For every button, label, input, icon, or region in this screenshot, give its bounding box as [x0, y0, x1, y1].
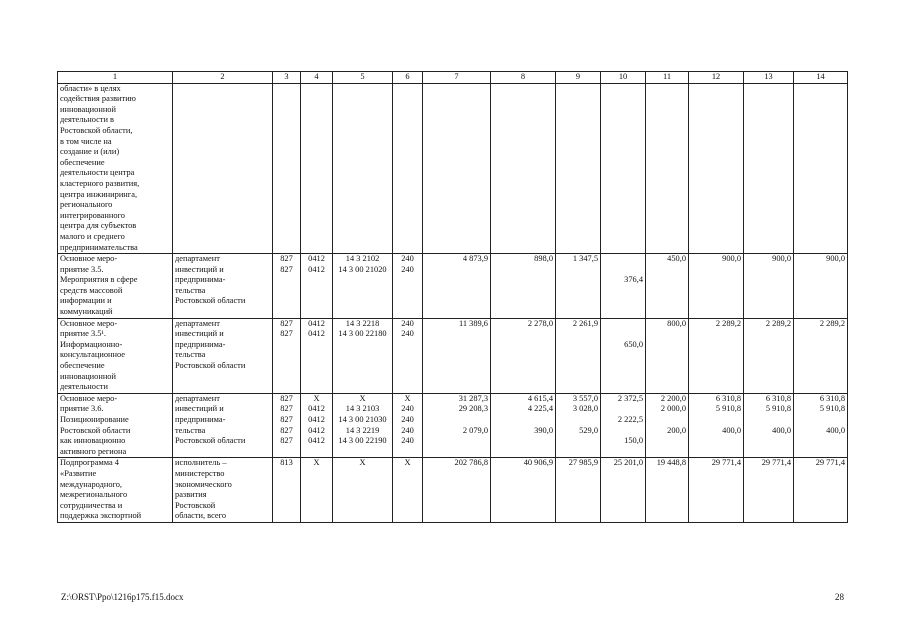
- cell-line: приятие 3.6.: [60, 404, 104, 414]
- cell-line: 800,0: [667, 318, 686, 328]
- cell-line: [603, 265, 643, 276]
- cell-year-7: [794, 318, 848, 393]
- cell-line: малого и среднего: [60, 231, 125, 241]
- cell-year-5: [689, 83, 744, 254]
- cell-line: 2 289,2: [715, 318, 741, 328]
- cell-line: инновационной: [60, 104, 116, 114]
- cell-line: области, всего: [175, 511, 227, 521]
- cell-executor: [173, 83, 273, 254]
- cell-line: тельства: [175, 285, 206, 295]
- cell-line: 14 3 2218: [345, 318, 380, 328]
- cell-line: тельства: [175, 425, 206, 435]
- cell-line: в том числе на: [60, 136, 112, 146]
- cell-line: области» в целях: [60, 83, 121, 93]
- cell-rzpr-code: [301, 393, 333, 458]
- cell-grbs-code: [273, 318, 301, 393]
- col-header-6: 6: [393, 72, 423, 84]
- cell-rzpr-code: [301, 83, 333, 254]
- header-row: [58, 72, 848, 84]
- cell-line: инвестиций и: [175, 264, 224, 274]
- cell-line: 900,0: [772, 254, 791, 264]
- cell-line: центра для субъектов: [60, 221, 137, 231]
- cell-executor: [173, 318, 273, 393]
- cell-line: 5 910,8: [715, 404, 741, 414]
- cell-line: 827: [280, 264, 293, 274]
- cell-line: 400,0: [722, 425, 741, 435]
- cell-rzpr-code: [301, 458, 333, 523]
- cell-line: [648, 415, 686, 426]
- cell-line: 200,0: [667, 425, 686, 435]
- cell-executor: [173, 458, 273, 523]
- cell-year-2: [556, 318, 601, 393]
- cell-line: 827: [280, 318, 293, 328]
- cell-line: кластерного развития,: [60, 178, 140, 188]
- cell-line: Подпрограмма 4: [60, 458, 119, 468]
- cell-vr-code: [393, 393, 423, 458]
- cell-line: 2 372,5: [617, 393, 643, 403]
- cell-line: 202 786,8: [454, 458, 488, 468]
- cell-line: 6 310,8: [819, 393, 845, 403]
- cell-grbs-code: [273, 458, 301, 523]
- cell-line: 2 200,0: [660, 393, 686, 403]
- cell-year-5: [689, 318, 744, 393]
- cell-line: 0412: [308, 318, 325, 328]
- cell-line: 240: [401, 318, 414, 328]
- cell-line: департамент: [175, 393, 220, 403]
- cell-line: информации и: [60, 296, 112, 306]
- cell-year-7: [794, 83, 848, 254]
- cell-line: [648, 436, 686, 447]
- cell-line: 150,0: [624, 436, 643, 446]
- cell-line: 0412: [308, 254, 325, 264]
- cell-line: интегрированного: [60, 210, 125, 220]
- cell-line: 29 771,4: [815, 458, 845, 468]
- cell-line: как инновационно: [60, 436, 126, 446]
- cell-line: 2 289,2: [765, 318, 791, 328]
- cell-total: [423, 254, 491, 319]
- col-header-11: 11: [646, 72, 689, 84]
- col-header-2: 2: [173, 72, 273, 84]
- cell-line: средств массовой: [60, 285, 123, 295]
- cell-year-6: [744, 458, 794, 523]
- cell-line: [796, 436, 845, 447]
- cell-year-4: [646, 458, 689, 523]
- col-header-8: 8: [491, 72, 556, 84]
- cell-line: 2 278,0: [527, 318, 553, 328]
- cell-year-3: [601, 458, 646, 523]
- cell-line: 14 3 2219: [345, 425, 380, 435]
- cell-line: 6 310,8: [715, 393, 741, 403]
- cell-line: [691, 436, 741, 447]
- cell-line: Ростовской: [175, 500, 216, 510]
- cell-line: 25 201,0: [613, 458, 643, 468]
- cell-line: [493, 415, 553, 426]
- cell-line: 827: [280, 329, 293, 339]
- cell-line: X: [313, 393, 320, 403]
- cell-rzpr-code: [301, 318, 333, 393]
- cell-line: X: [404, 393, 411, 403]
- cell-line: Ростовской области: [175, 436, 246, 446]
- col-header-14: 14: [794, 72, 848, 84]
- cell-line: обеспечение: [60, 157, 105, 167]
- cell-line: 240: [401, 415, 414, 424]
- cell-line: 240: [401, 404, 414, 414]
- cell-line: 4 873,9: [462, 254, 488, 264]
- cell-year-6: [744, 318, 794, 393]
- cell-line: [796, 415, 845, 426]
- cell-line: экономического: [175, 479, 232, 489]
- cell-line: 0412: [308, 264, 325, 274]
- cell-line: 240: [401, 436, 414, 446]
- cell-year-5: [689, 458, 744, 523]
- cell-line: активного региона: [60, 446, 127, 456]
- cell-line: министерство: [175, 468, 225, 478]
- budget-table: [57, 71, 848, 523]
- cell-line: обеспечение: [60, 361, 105, 371]
- cell-line: межрегионального: [60, 490, 128, 500]
- cell-year-6: [744, 254, 794, 319]
- cell-line: 2 079,0: [462, 425, 488, 435]
- cell-line: деятельности центра: [60, 168, 135, 178]
- col-header-1: 1: [58, 72, 173, 84]
- cell-year-1: [491, 83, 556, 254]
- cell-line: тельства: [175, 350, 206, 360]
- cell-line: 240: [401, 329, 414, 339]
- cell-csr-code: [333, 318, 393, 393]
- table-row: [58, 254, 848, 319]
- cell-line: развития: [175, 490, 207, 500]
- cell-csr-code: [333, 458, 393, 523]
- cell-line: X: [359, 393, 366, 403]
- cell-line: 240: [401, 264, 414, 274]
- cell-executor: [173, 393, 273, 458]
- cell-line: 529,0: [579, 425, 598, 435]
- cell-line: 14 3 00 21020: [338, 264, 387, 274]
- cell-line: 827: [280, 425, 293, 435]
- cell-line: 2 289,2: [819, 318, 845, 328]
- cell-line: [603, 404, 643, 415]
- cell-line: 900,0: [722, 254, 741, 264]
- cell-line: 1 347,5: [572, 254, 598, 264]
- footer-file-path: Z:\ORST\Ppo\1216p175.f15.docx: [61, 592, 184, 602]
- cell-line: 900,0: [826, 254, 845, 264]
- cell-total: [423, 458, 491, 523]
- cell-line: 5 910,8: [765, 404, 791, 414]
- cell-line: 827: [280, 415, 293, 424]
- cell-line: Основное меро-: [60, 393, 118, 403]
- cell-line: создание и (или): [60, 147, 120, 157]
- cell-line: Ростовской области,: [60, 125, 133, 135]
- cell-line: приятие 3.5.: [60, 264, 104, 274]
- cell-line: 4 615,4: [527, 393, 553, 403]
- cell-line: 0412: [308, 329, 325, 339]
- cell-line: 14 3 00 22180: [338, 329, 387, 339]
- cell-vr-code: [393, 254, 423, 319]
- cell-line: [746, 415, 791, 426]
- cell-csr-code: [333, 393, 393, 458]
- page-number: 28: [835, 592, 844, 602]
- cell-grbs-code: [273, 254, 301, 319]
- table-body: [58, 83, 848, 522]
- cell-year-2: [556, 254, 601, 319]
- cell-line: Основное меро-: [60, 318, 118, 328]
- cell-line: 2 000,0: [660, 404, 686, 414]
- cell-year-3: [601, 393, 646, 458]
- cell-line: 4 225,4: [527, 404, 553, 414]
- cell-line: Ростовской области: [60, 425, 131, 435]
- cell-line: 240: [401, 254, 414, 264]
- cell-line: 29 771,4: [711, 458, 741, 468]
- cell-year-1: [491, 318, 556, 393]
- cell-line: 29 771,4: [761, 458, 791, 468]
- cell-line: предпринима-: [175, 275, 226, 285]
- cell-line: X: [404, 458, 411, 468]
- cell-line: X: [359, 458, 366, 468]
- cell-line: сотрудничества и: [60, 500, 123, 510]
- cell-year-6: [744, 393, 794, 458]
- cell-line: 0412: [308, 404, 325, 414]
- cell-rzpr-code: [301, 254, 333, 319]
- cell-line: [425, 415, 488, 426]
- cell-measure-name: [58, 254, 173, 319]
- cell-line: Основное меро-: [60, 254, 118, 264]
- col-header-9: 9: [556, 72, 601, 84]
- cell-line: 0412: [308, 436, 325, 446]
- cell-year-4: [646, 83, 689, 254]
- cell-measure-name: [58, 83, 173, 254]
- col-header-7: 7: [423, 72, 491, 84]
- cell-line: предпринима-: [175, 415, 226, 424]
- cell-line: Позиционирование: [60, 415, 129, 424]
- cell-csr-code: [333, 254, 393, 319]
- cell-line: поддержка экспортной: [60, 511, 142, 521]
- cell-total: [423, 83, 491, 254]
- cell-line: 0412: [308, 415, 325, 424]
- col-header-12: 12: [689, 72, 744, 84]
- cell-line: международного,: [60, 479, 123, 489]
- cell-line: предпринима-: [175, 339, 226, 349]
- cell-measure-name: [58, 458, 173, 523]
- cell-line: 898,0: [534, 254, 553, 264]
- cell-total: [423, 393, 491, 458]
- cell-grbs-code: [273, 83, 301, 254]
- cell-year-6: [744, 83, 794, 254]
- cell-line: [558, 415, 598, 426]
- cell-line: 14 3 00 22190: [338, 436, 387, 446]
- cell-line: 29 208,3: [458, 404, 488, 414]
- cell-line: 2 222,5: [617, 415, 643, 424]
- cell-line: приятие 3.5¹.: [60, 329, 107, 339]
- cell-line: 0412: [308, 425, 325, 435]
- table-row: [58, 458, 848, 523]
- table-row: [58, 318, 848, 393]
- cell-line: инновационной: [60, 371, 116, 381]
- cell-line: 14 3 00 21030: [338, 415, 387, 424]
- cell-line: консультационное: [60, 350, 126, 360]
- cell-measure-name: [58, 393, 173, 458]
- cell-vr-code: [393, 318, 423, 393]
- cell-executor: [173, 254, 273, 319]
- cell-csr-code: [333, 83, 393, 254]
- cell-line: 827: [280, 436, 293, 446]
- cell-line: [603, 426, 643, 437]
- cell-year-3: [601, 83, 646, 254]
- cell-grbs-code: [273, 393, 301, 458]
- cell-line: 450,0: [667, 254, 686, 264]
- cell-line: Мероприятия в сфере: [60, 275, 138, 285]
- cell-year-1: [491, 393, 556, 458]
- cell-line: центра инжиниринга,: [60, 189, 138, 199]
- col-header-4: 4: [301, 72, 333, 84]
- cell-year-2: [556, 83, 601, 254]
- cell-line: регионального: [60, 200, 113, 210]
- cell-year-1: [491, 254, 556, 319]
- cell-line: 11 389,6: [458, 318, 488, 328]
- cell-line: 14 3 2102: [345, 254, 380, 264]
- cell-line: предпринимательства: [60, 242, 138, 252]
- cell-year-7: [794, 458, 848, 523]
- cell-line: исполнитель –: [175, 458, 227, 468]
- cell-measure-name: [58, 318, 173, 393]
- col-header-5: 5: [333, 72, 393, 84]
- cell-line: 5 910,8: [819, 404, 845, 414]
- cell-line: Информационно-: [60, 339, 123, 349]
- cell-line: [493, 436, 553, 447]
- cell-line: департамент: [175, 254, 220, 264]
- cell-line: Ростовской области: [175, 361, 246, 371]
- cell-line: инвестиций и: [175, 329, 224, 339]
- cell-line: 390,0: [534, 425, 553, 435]
- cell-year-4: [646, 318, 689, 393]
- cell-line: коммуникаций: [60, 307, 113, 317]
- cell-line: 650,0: [624, 339, 643, 349]
- cell-line: [558, 436, 598, 447]
- cell-line: «Развитие: [60, 468, 97, 478]
- cell-year-3: [601, 318, 646, 393]
- table-row: [58, 393, 848, 458]
- cell-year-3: [601, 254, 646, 319]
- cell-total: [423, 318, 491, 393]
- cell-line: 3 028,0: [572, 404, 598, 414]
- cell-line: 19 448,8: [656, 458, 686, 468]
- cell-line: 376,4: [624, 275, 643, 285]
- cell-line: 400,0: [826, 425, 845, 435]
- cell-year-7: [794, 393, 848, 458]
- cell-line: 6 310,8: [765, 393, 791, 403]
- cell-line: 3 557,0: [572, 393, 598, 403]
- cell-line: 827: [280, 404, 293, 414]
- col-header-10: 10: [601, 72, 646, 84]
- cell-line: [603, 329, 643, 340]
- cell-line: 31 287,3: [458, 393, 488, 403]
- cell-line: 240: [401, 425, 414, 435]
- cell-vr-code: [393, 83, 423, 254]
- cell-line: 827: [280, 254, 293, 264]
- cell-year-4: [646, 254, 689, 319]
- cell-line: 27 985,9: [568, 458, 598, 468]
- cell-line: X: [313, 458, 320, 468]
- cell-line: деятельности в: [60, 115, 114, 125]
- cell-line: [603, 319, 643, 330]
- cell-line: Ростовской области: [175, 296, 246, 306]
- cell-line: [691, 415, 741, 426]
- cell-year-1: [491, 458, 556, 523]
- cell-line: содействия развитию: [60, 94, 136, 104]
- cell-line: департамент: [175, 318, 220, 328]
- cell-year-2: [556, 393, 601, 458]
- cell-year-5: [689, 393, 744, 458]
- cell-year-7: [794, 254, 848, 319]
- cell-line: 40 906,9: [523, 458, 553, 468]
- cell-line: деятельности: [60, 382, 108, 392]
- cell-line: 2 261,9: [572, 318, 598, 328]
- cell-line: 400,0: [772, 425, 791, 435]
- col-header-3: 3: [273, 72, 301, 84]
- cell-year-2: [556, 458, 601, 523]
- cell-line: 14 3 2103: [345, 404, 380, 414]
- cell-line: [603, 254, 643, 265]
- col-header-13: 13: [744, 72, 794, 84]
- cell-line: 827: [280, 393, 293, 403]
- cell-line: инвестиций и: [175, 404, 224, 414]
- cell-line: 813: [280, 458, 293, 468]
- table-row: [58, 83, 848, 254]
- cell-line: [746, 436, 791, 447]
- cell-year-5: [689, 254, 744, 319]
- cell-line: [425, 436, 488, 447]
- cell-year-4: [646, 393, 689, 458]
- cell-vr-code: [393, 458, 423, 523]
